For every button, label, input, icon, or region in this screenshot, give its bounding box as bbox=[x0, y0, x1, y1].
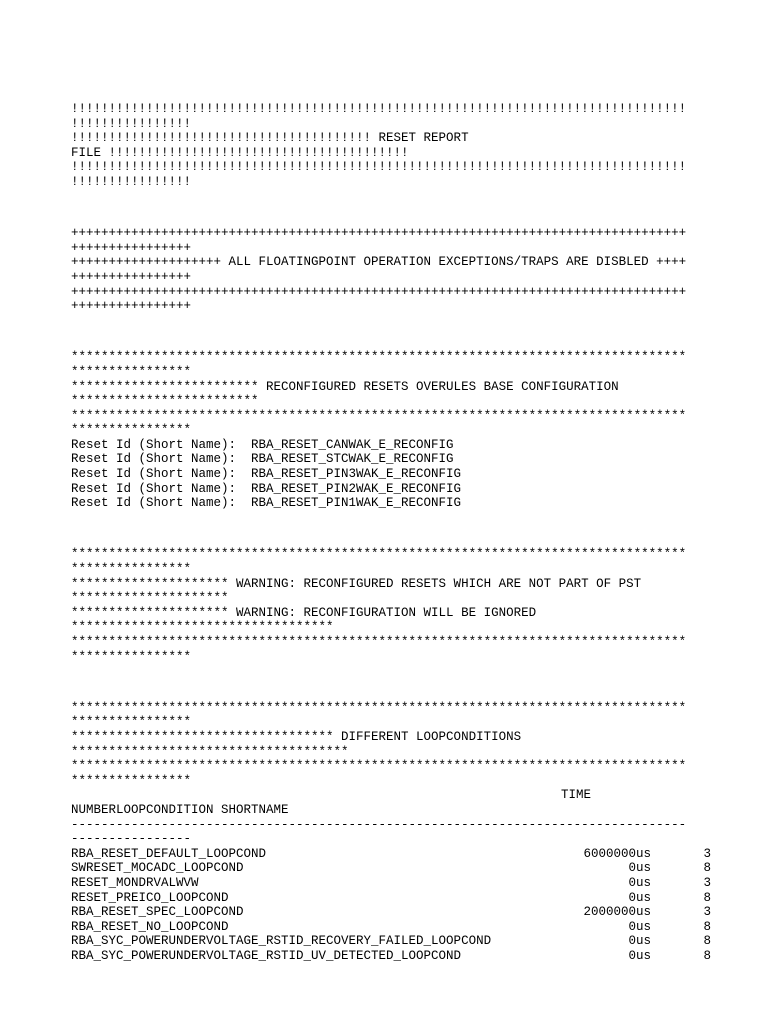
column-header-shortname: LOOPCONDITION SHORTNAME bbox=[116, 802, 289, 817]
loopcondition-time: 0us bbox=[628, 948, 651, 963]
warning-line: ********************* WARNING: RECONFIGURATION WILL BE IGNORED bbox=[71, 605, 537, 620]
warning-section bbox=[71, 547, 711, 664]
loopcondition-number: 3 bbox=[703, 875, 711, 890]
banner-line: ++++++++++++++++++++++++++++++++++++++++++++++++++++++++++++++++++++++++++++++++++ bbox=[71, 226, 687, 241]
loopcondition-number: 3 bbox=[703, 905, 711, 920]
banner-line: ++++++++++++++++ bbox=[71, 299, 192, 314]
loopcondition-name: RBA_SYC_POWERUNDERVOLTAGE_RSTID_UV_DETECTED_LOOPCOND bbox=[71, 948, 462, 963]
loopcondition-table bbox=[71, 847, 711, 964]
loopcondition-name: RBA_RESET_SPEC_LOOPCOND bbox=[71, 905, 244, 920]
banner-line: ********************************************************************************** bbox=[71, 350, 687, 365]
loopcondition-number: 8 bbox=[703, 934, 711, 949]
banner-line: ********************************************************************************** bbox=[71, 635, 687, 649]
loopcondition-time: 0us bbox=[628, 934, 651, 949]
banner-line: ++++++++++++++++++++++++++++++++++++++++++++++++++++++++++++++++++++++++++++++++++ bbox=[71, 284, 687, 299]
loopcondition-number: 3 bbox=[703, 846, 711, 861]
reset-id-line: Reset Id (Short Name): RBA_RESET_CANWAK_E_RECONFIG bbox=[71, 437, 454, 452]
loopcondition-name: RBA_RESET_DEFAULT_LOOPCOND bbox=[71, 846, 267, 861]
banner-line: ++++++++++++++++ bbox=[71, 269, 192, 284]
banner-line: ************************************* bbox=[71, 744, 349, 759]
loopcondition-number: 8 bbox=[703, 919, 711, 934]
loopcondition-time: 0us bbox=[628, 919, 651, 934]
loopcondition-name: RBA_RESET_NO_LOOPCOND bbox=[71, 919, 229, 934]
table-row bbox=[71, 934, 711, 949]
fpu-banner bbox=[71, 226, 711, 314]
banner-line: ********************************************************************************** bbox=[71, 547, 687, 562]
loopcondition-name: RESET_MONDRVALWVW bbox=[71, 875, 199, 890]
report-title-line: !!!!!!!!!!!!!!!!!!!!!!!!!!!!!!!!!!!!!!!! RESET REPORT bbox=[71, 131, 469, 146]
reconfigured-resets-section bbox=[71, 350, 711, 511]
warning-line: ********************* WARNING: RECONFIGURED RESETS WHICH ARE NOT PART OF PST bbox=[71, 576, 642, 591]
banner-line: !!!!!!!!!!!!!!!! bbox=[71, 174, 192, 189]
table-row bbox=[71, 949, 711, 964]
loopcondition-time: 0us bbox=[628, 890, 651, 905]
loopcondition-number: 8 bbox=[703, 948, 711, 963]
reset-id-line: Reset Id (Short Name): RBA_RESET_PIN3WAK_E_RECONFIG bbox=[71, 467, 462, 482]
banner-line: ********************************************************************************** bbox=[71, 759, 687, 774]
banner-line: **************** bbox=[71, 715, 192, 730]
banner-line: **************** bbox=[71, 649, 192, 664]
fpu-message-line: ++++++++++++++++++++ ALL FLOATINGPOINT OPERATION EXCEPTIONS/TRAPS ARE DISBLED ++++ bbox=[71, 255, 687, 270]
separator-line: ---------------------------------------------------------------------------------- bbox=[71, 817, 687, 832]
banner-line: ************************* bbox=[71, 394, 259, 409]
table-row bbox=[71, 905, 711, 920]
loopcondition-name: RESET_PREICO_LOOPCOND bbox=[71, 890, 229, 905]
loopcondition-name: RBA_SYC_POWERUNDERVOLTAGE_RSTID_RECOVERY_FAILED_LOOPCOND bbox=[71, 934, 492, 949]
loopcondition-time: 0us bbox=[628, 875, 651, 890]
banner-line: **************** bbox=[71, 773, 192, 788]
banner-line: ********************* bbox=[71, 591, 229, 606]
loopconditions-section bbox=[71, 701, 711, 964]
banner-line: **************** bbox=[71, 423, 192, 438]
loopcondition-number: 8 bbox=[703, 861, 711, 876]
loopcondition-time: 0us bbox=[628, 861, 651, 876]
separator-line: ---------------- bbox=[71, 832, 192, 847]
banner-line: ********************************************************************************** bbox=[71, 408, 687, 423]
banner-line: ********************************************************************************** bbox=[71, 700, 687, 715]
report-header-banner bbox=[71, 102, 711, 190]
table-row bbox=[71, 876, 711, 891]
table-row bbox=[71, 891, 711, 906]
banner-line: !!!!!!!!!!!!!!!!!!!!!!!!!!!!!!!!!!!!!!!!!!!!!!!!!!!!!!!!!!!!!!!!!!!!!!!!!!!!!!!!!! bbox=[71, 102, 687, 116]
column-header-number: NUMBER bbox=[71, 802, 117, 817]
reset-report-document bbox=[71, 102, 711, 963]
banner-line: **************** bbox=[71, 562, 192, 577]
reset-id-line: Reset Id (Short Name): RBA_RESET_PIN2WAK_E_RECONFIG bbox=[71, 481, 462, 496]
reset-id-line: Reset Id (Short Name): RBA_RESET_STCWAK_E_RECONFIG bbox=[71, 452, 454, 467]
banner-line: ++++++++++++++++ bbox=[71, 240, 192, 255]
loopcondition-time: 6000000us bbox=[583, 846, 651, 861]
loopcondition-name: SWRESET_MOCADC_LOOPCOND bbox=[71, 861, 244, 876]
section-title-line: ************************* RECONFIGURED RESETS OVERULES BASE CONFIGURATION bbox=[71, 379, 619, 394]
reset-id-line: Reset Id (Short Name): RBA_RESET_PIN1WAK_E_RECONFIG bbox=[71, 496, 462, 511]
table-row bbox=[71, 861, 711, 876]
loopcondition-time: 2000000us bbox=[583, 905, 651, 920]
banner-line: **************** bbox=[71, 364, 192, 379]
report-title-line: FILE !!!!!!!!!!!!!!!!!!!!!!!!!!!!!!!!!!!!!!!! bbox=[71, 145, 409, 160]
loopcondition-number: 8 bbox=[703, 890, 711, 905]
section-title-line: *********************************** DIFFERENT LOOPCONDITIONS bbox=[71, 729, 522, 744]
banner-line: !!!!!!!!!!!!!!!! bbox=[71, 116, 192, 131]
table-row bbox=[71, 920, 711, 935]
banner-line: !!!!!!!!!!!!!!!!!!!!!!!!!!!!!!!!!!!!!!!!!!!!!!!!!!!!!!!!!!!!!!!!!!!!!!!!!!!!!!!!!! bbox=[71, 160, 687, 175]
table-row bbox=[71, 847, 711, 862]
banner-line: *********************************** bbox=[71, 620, 334, 635]
column-header-time: TIME bbox=[561, 788, 592, 803]
